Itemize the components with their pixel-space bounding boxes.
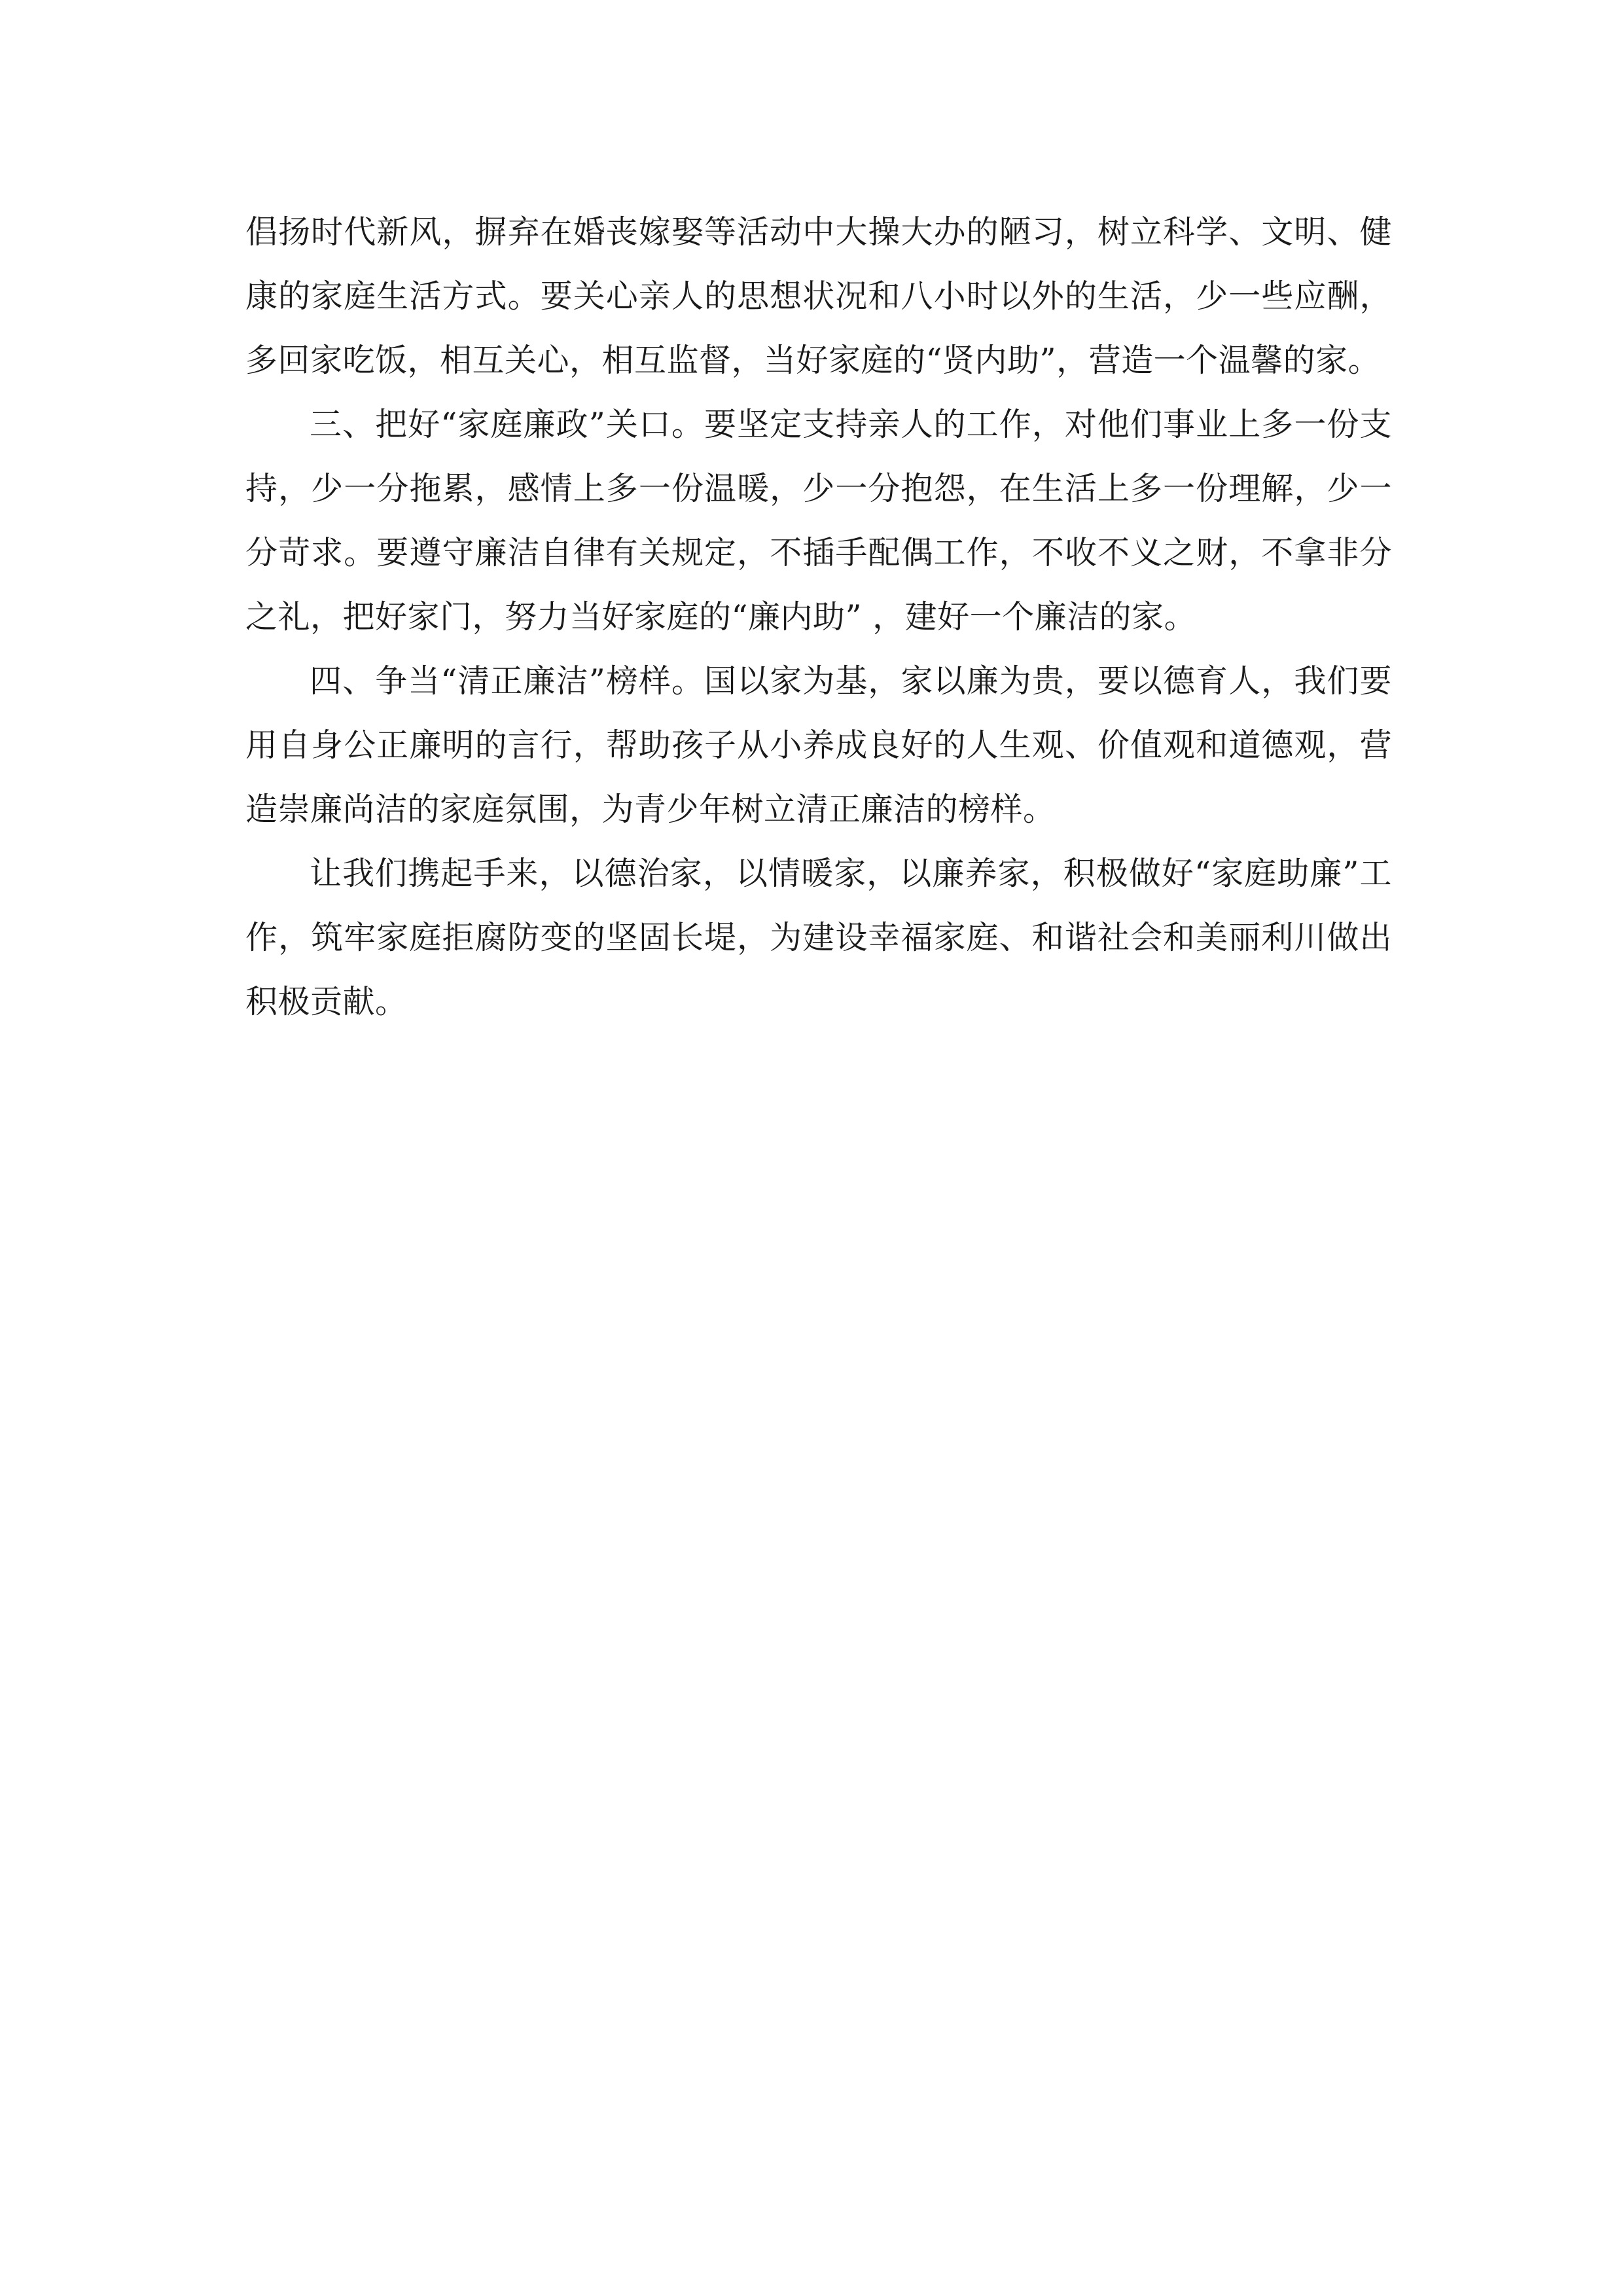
paragraph-closing: 让我们携起手来，以德治家，以情暖家，以廉养家，积极做好“家庭助廉”工作，筑牢家庭拒腐防变的坚固长堤，为建设幸福家庭、和谐社会和美丽利川做出积极贡献。 [245, 855, 1392, 1020]
document-body [245, 200, 1392, 1034]
paragraph-continuation: 倡扬时代新风，摒弃在婚丧嫁娶等活动中大操大办的陋习，树立科学、文明、健康的家庭生活方式。要关心亲人的思想状况和八小时以外的生活，少一些应酬，多回家吃饭，相互关心，相互监督，当好家庭的“贤内助”，营造一个温馨的家。 [245, 213, 1392, 379]
paragraph-role-model: 四、争当“清正廉洁”榜样。国以家为基，家以廉为贵，要以德育人，我们要用自身公正廉明的言行，帮助孩子从小养成良好的人生观、价值观和道德观，营造崇廉尚洁的家庭氛围，为青少年树立清正廉洁的榜样。 [245, 662, 1392, 828]
paragraph-family-integrity: 三、把好“家庭廉政”关口。要坚定支持亲人的工作，对他们事业上多一份支持，少一分拖累，感情上多一份温暖，少一分抱怨，在生活上多一份理解，少一分苛求。要遵守廉洁自律有关规定，不插手配偶工作，不收不义之财，不拿非分之礼，把好家门，努力当好家庭的“廉内助” ，建好一个廉洁的家。 [245, 406, 1392, 636]
